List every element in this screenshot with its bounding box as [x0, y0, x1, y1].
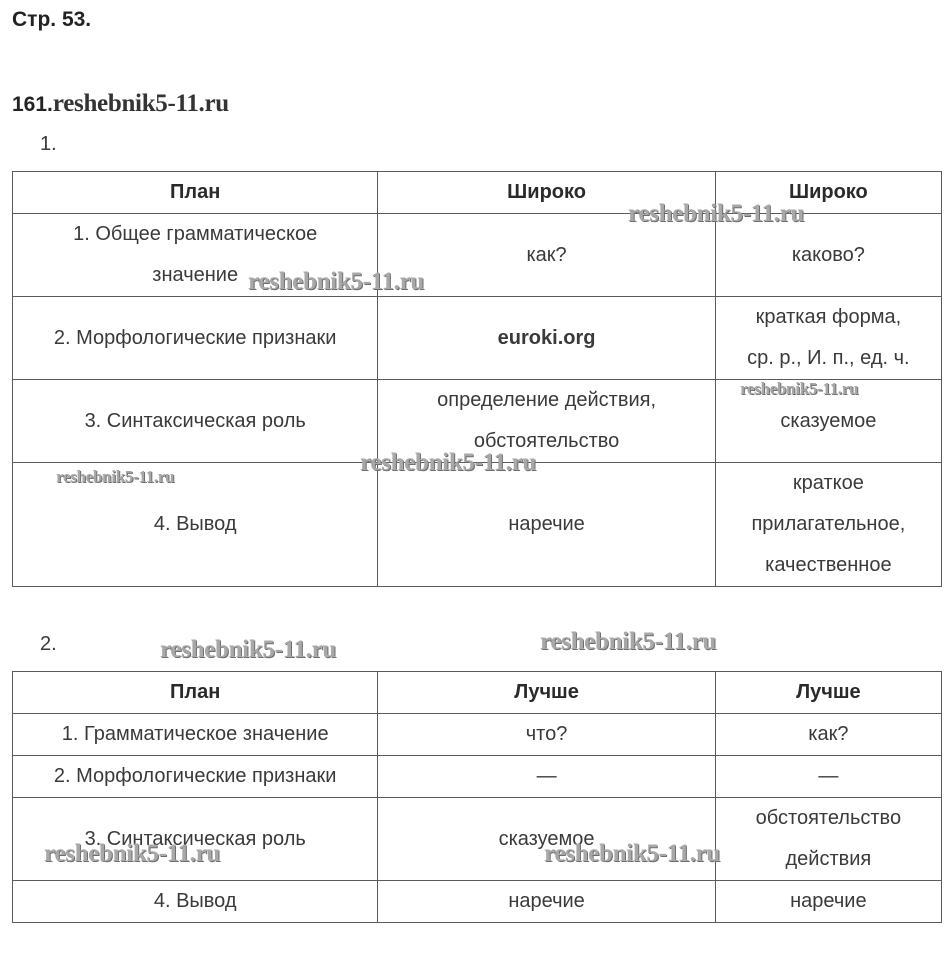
plan-cell: 1. Грамматическое значение [13, 714, 378, 756]
header-word-1: Лучше [378, 672, 715, 714]
page-reference: Стр. 53. [12, 8, 92, 31]
watermark: reshebnik5-11.ru [360, 449, 537, 476]
answer-cell: — [378, 756, 715, 798]
answer-cell: сказуемое [378, 798, 715, 881]
answer-cell: сказуемое [715, 380, 941, 463]
table-row [13, 297, 942, 380]
watermark: reshebnik5-11.ru [44, 840, 221, 867]
header-word-2: Лучше [715, 672, 941, 714]
table-row [13, 881, 942, 923]
table-row [13, 714, 942, 756]
watermark: reshebnik5-11.ru [160, 636, 337, 663]
header-word-1: Широко [378, 172, 715, 214]
watermark: reshebnik5-11.ru [628, 200, 805, 227]
task-number: 161. [12, 93, 53, 116]
answer-cell: что? [378, 714, 715, 756]
watermark: reshebnik5-11.ru [544, 840, 721, 867]
watermark: reshebnik5-11.ru [540, 628, 717, 655]
header-plan: План [13, 672, 378, 714]
watermark: reshebnik5-11.ru [248, 268, 425, 295]
plan-cell: 4. Вывод [13, 881, 378, 923]
answer-cell: как? [715, 714, 941, 756]
answer-cell: обстоятельство действия [715, 798, 941, 881]
plan-cell: 2. Морфологические признаки [13, 297, 378, 380]
watermark: reshebnik5-11.ru [56, 467, 175, 486]
watermark: reshebnik5-11.ru [740, 379, 859, 398]
plan-cell: 3. Синтаксическая роль [13, 380, 378, 463]
part-2-label: 2. [40, 633, 57, 655]
table-row [13, 463, 942, 587]
plan-cell: 1. Общее грамматическое значение [13, 214, 378, 297]
plan-cell: 2. Морфологические признаки [13, 756, 378, 798]
plan-cell: 4. Вывод [13, 463, 378, 587]
answer-cell: определение действия, обстоятельство [378, 380, 715, 463]
header-word-2: Широко [715, 172, 941, 214]
table-part-1 [12, 171, 942, 587]
answer-cell: каково? [715, 214, 941, 297]
answer-cell: краткое прилагательное, качественное [715, 463, 941, 587]
table-header-row [13, 672, 942, 714]
table-part-2 [12, 671, 942, 923]
answer-cell: наречие [715, 881, 941, 923]
answer-cell: как? [378, 214, 715, 297]
header-plan: План [13, 172, 378, 214]
task-heading [12, 90, 229, 118]
table-row [13, 214, 942, 297]
table-row [13, 798, 942, 881]
answer-cell: — [715, 756, 941, 798]
plan-cell: 3. Синтаксическая роль [13, 798, 378, 881]
answer-cell: euroki.org [378, 297, 715, 380]
answer-cell: наречие [378, 881, 715, 923]
part-1-label: 1. [40, 133, 57, 155]
table-row [13, 756, 942, 798]
answer-cell: краткая форма, ср. р., И. п., ед. ч. [715, 297, 941, 380]
answer-cell: наречие [378, 463, 715, 587]
table-row [13, 380, 942, 463]
table-header-row [13, 172, 942, 214]
task-site-logo: reshebnik5-11.ru [52, 90, 229, 117]
